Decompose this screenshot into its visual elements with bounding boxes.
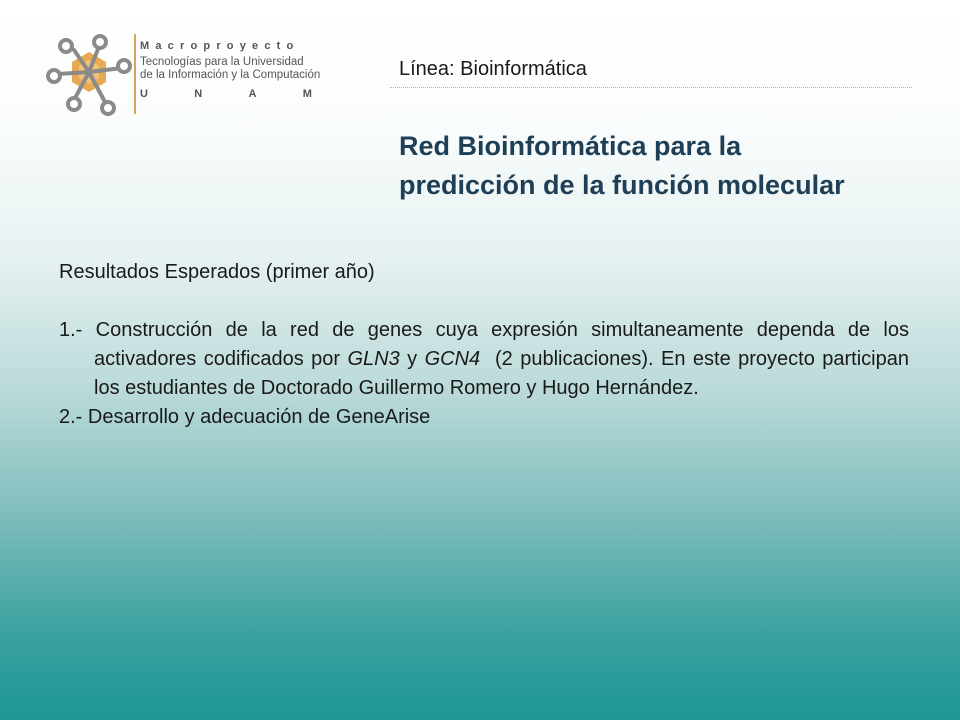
item1-text-end: (2 publicaciones). En este proyecto participan los estudiantes de Doctorado Guillermo Romero y Hugo Hernández.: [94, 348, 915, 399]
gene-gcn4: GCN4: [424, 348, 481, 370]
logo-title: Macroproyecto: [140, 40, 300, 52]
slide-body: [59, 258, 915, 432]
logo-letter-m: M: [302, 88, 312, 100]
list-item-2: 2.- Desarrollo y adecuación de GeneArise: [59, 406, 431, 428]
research-line-label: Línea: Bioinformática: [399, 58, 587, 80]
header-divider: [390, 87, 912, 88]
logo-subtitle-line1: Tecnologías para la Universidad: [140, 56, 304, 68]
item1-text-start: 1.- Construcción de la red de genes cuya expresión simultaneamente dependa de los activadores codificados por: [59, 319, 909, 370]
list-item-1: [59, 316, 915, 403]
network-hexagon-icon: [44, 30, 134, 120]
logo-letter-n: N: [194, 88, 203, 100]
macroproyecto-logo: [44, 30, 344, 120]
logo-text: [140, 40, 350, 100]
logo-subtitle-line2: de la Información y la Computación: [140, 69, 321, 81]
item1-text-mid: y: [399, 348, 425, 370]
logo-letter-u: U: [140, 88, 148, 100]
logo-letter-a: A: [248, 88, 257, 100]
gene-gln3: GLN3: [347, 348, 400, 370]
logo-unam: [140, 88, 312, 100]
logo-divider: [134, 34, 136, 114]
results-heading: Resultados Esperados (primer año): [59, 261, 375, 283]
slide-title: Red Bioinformática para la predicción de la función molecular: [399, 131, 845, 200]
